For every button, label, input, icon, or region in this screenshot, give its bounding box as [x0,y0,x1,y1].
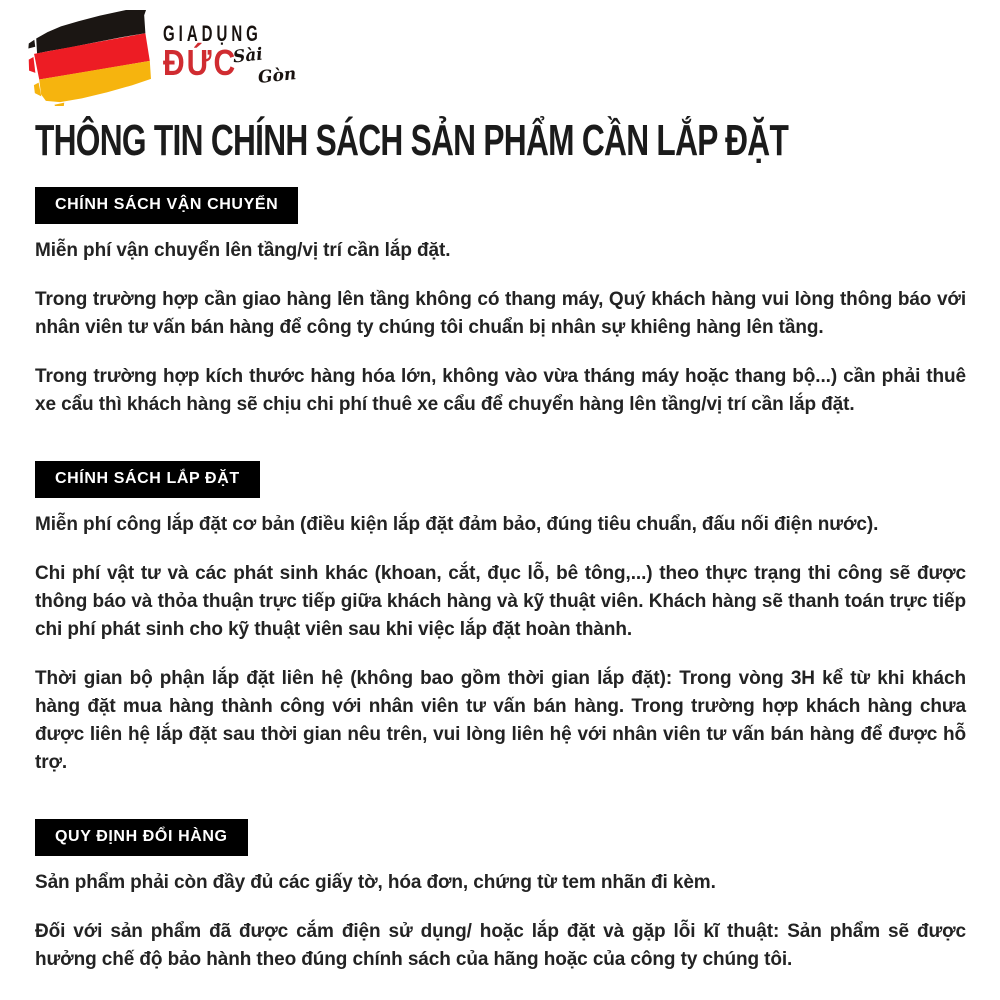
page-title: THÔNG TIN CHÍNH SÁCH SẢN PHẨM CẦN LẮP ĐẶT [35,116,789,165]
policy-paragraph: Thời gian bộ phận lắp đặt liên hệ (không bao gồm thời gian lắp đặt): Trong vòng 3H kể từ khi khách hàng đặt mua hàng thành công với nhân viên tư vấn bán hàng. Trong trường hợp khách hàng chưa được liên hệ lắp đặt sau thời gian nêu trên, vui lòng liên hệ với nhân viên tư vấn bán hàng để được hỗ trợ. [35,668,966,773]
brand-script-gon: Gòn [257,64,298,88]
policy-paragraph: Sản phẩm phải còn đầy đủ các giấy tờ, hóa đơn, chứng từ tem nhãn đi kèm. [35,872,716,893]
policy-paragraph: Miễn phí vận chuyển lên tầng/vị trí cần lắp đặt. [35,240,451,261]
brand-logo [25,8,966,110]
section-badge-exchange: QUY ĐỊNH ĐỔI HÀNG [35,819,248,856]
section-badge-shipping: CHÍNH SÁCH VẬN CHUYỂN [35,187,298,224]
brand-wordmark [163,22,333,106]
policy-paragraph: Trong trường hợp kích thước hàng hóa lớn, không vào vừa tháng máy hoặc thang bộ...) cần phải thuê xe cẩu thì khách hàng sẽ chịu chi phí thuê xe cẩu để chuyển hàng lên tầng/vị trí cần lắp đặt. [35,366,966,415]
brand-script-sai: Sài [232,44,264,68]
section-badge-installation: CHÍNH SÁCH LẮP ĐẶT [35,461,260,498]
brand-name-giadung: GIADỤNG [163,22,262,47]
policy-paragraph: Miễn phí công lắp đặt cơ bản (điều kiện lắp đặt đảm bảo, đúng tiêu chuẩn, đấu nối điện nước). [35,514,879,535]
section-exchange-rules [35,798,966,974]
policy-paragraph: Chi phí vật tư và các phát sinh khác (khoan, cắt, đục lỗ, bê tông,...) theo thực trạng thi công sẽ được thông báo và thỏa thuận trực tiếp giữa khách hàng và kỹ thuật viên. Khách hàng sẽ thanh toán trực tiếp chi phí phát sinh cho kỹ thuật viên sau khi việc lắp đặt hoàn thành. [35,563,966,640]
german-flag-icon [25,10,157,106]
brand-name-duc: ĐỨC [163,44,238,84]
policy-paragraph: Trong trường hợp cần giao hàng lên tầng không có thang máy, Quý khách hàng vui lòng thông báo với nhân viên tư vấn bán hàng để công ty chúng tôi chuẩn bị nhân sự khiêng hàng lên tầng. [35,289,966,338]
section-shipping-policy [35,166,966,419]
section-installation-policy [35,440,966,777]
policy-paragraph: Đối với sản phẩm đã được cắm điện sử dụng/ hoặc lắp đặt và gặp lỗi kĩ thuật: Sản phẩm sẽ được hưởng chế độ bảo hành theo đúng chính sách của hãng hoặc của công ty chúng tôi. [35,921,966,970]
policy-page [0,8,1000,1000]
